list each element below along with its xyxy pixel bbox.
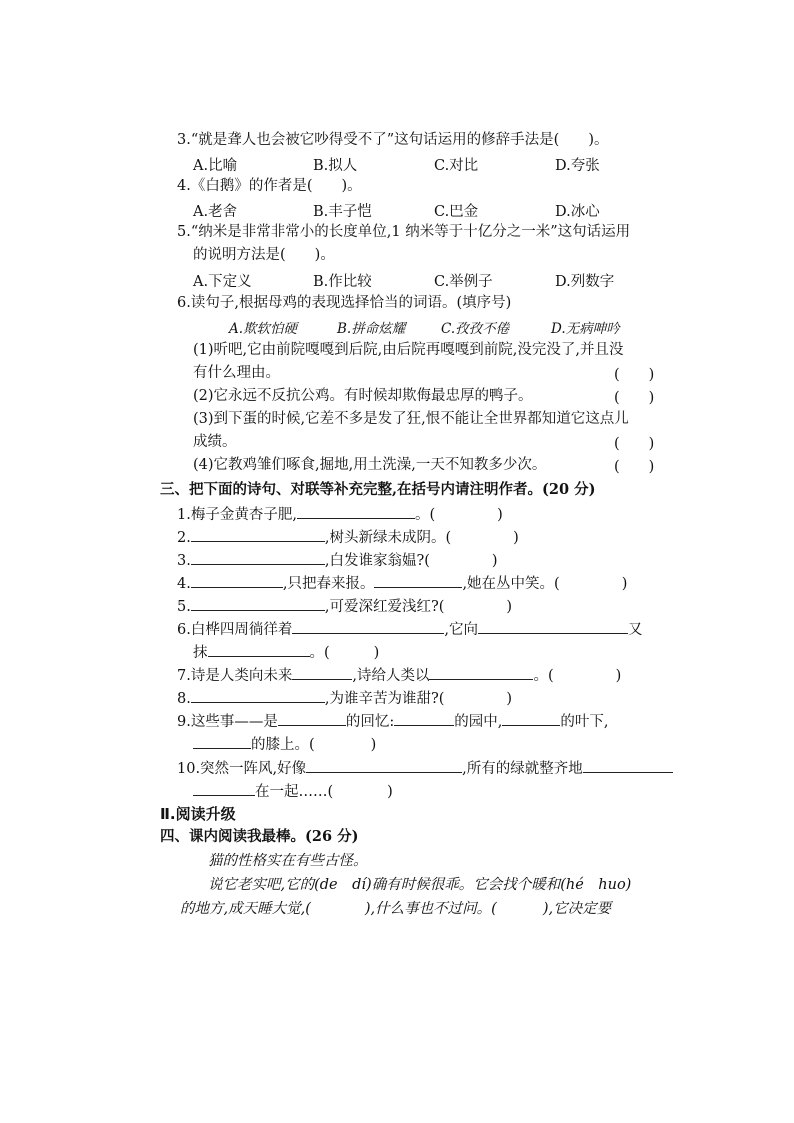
q6-answer-paren-2[interactable]: ( ) <box>614 390 655 406</box>
blank-input[interactable] <box>193 780 255 796</box>
blank-input[interactable] <box>502 710 560 726</box>
section-3-title: 三、把下面的诗句、对联等补充完整,在括号内请注明作者。(20 分) <box>160 481 596 498</box>
q6-answer-paren-4[interactable]: ( ) <box>614 459 655 475</box>
poem-item-10-cont: 在一起……( ) <box>193 780 393 802</box>
q6-option-c: C.孜孜不倦 <box>441 321 510 337</box>
blank-input[interactable] <box>191 549 325 565</box>
blank-input[interactable] <box>191 572 283 588</box>
q5-option-d: D.列数字 <box>555 274 615 290</box>
q3-option-d: D.夸张 <box>555 158 600 174</box>
poem-item-5: 5. ,可爱深红爱浅红?( ) <box>177 595 512 617</box>
blank-input[interactable] <box>583 757 673 773</box>
q3-option-c: C.对比 <box>434 158 479 174</box>
poem-item-9-cont: 的膝上。( ) <box>193 733 376 755</box>
blank-input[interactable] <box>191 595 325 611</box>
q6-sentence-1b: 有什么理由。 <box>193 365 280 381</box>
poem-item-3: 3. ,白发谁家翁媪?( ) <box>177 549 498 571</box>
blank-input[interactable] <box>374 572 462 588</box>
q6-option-b: B.拼命炫耀 <box>337 321 406 337</box>
q3-option-b: B.拟人 <box>313 158 358 174</box>
blank-input[interactable] <box>292 664 352 680</box>
q6-option-a: A.欺软怕硬 <box>229 321 298 337</box>
q5-option-b: B.作比较 <box>313 274 372 290</box>
q5-option-c: C.举例子 <box>434 274 493 290</box>
blank-input[interactable] <box>191 526 325 542</box>
q6-sentence-3a: (3)到下蛋的时候,它差不多是发了狂,恨不能让全世界都知道它这点儿 <box>193 411 629 427</box>
section-4-title: 四、课内阅读我最棒。(26 分) <box>160 828 359 845</box>
part-2-title: Ⅱ.阅读升级 <box>160 805 236 823</box>
blank-input[interactable] <box>297 503 415 519</box>
q3-option-a: A.比喻 <box>193 158 238 174</box>
poem-item-6: 6.白桦四周徜徉着 ,它向 又 <box>177 618 642 640</box>
blank-input[interactable] <box>478 618 628 634</box>
blank-input[interactable] <box>306 757 462 773</box>
blank-input[interactable] <box>208 641 310 657</box>
blank-input[interactable] <box>193 733 251 749</box>
poem-item-10: 10.突然一阵风,好像 ,所有的绿就整齐地 <box>177 757 673 779</box>
poem-item-6-cont: 抹 。( ) <box>193 641 379 663</box>
poem-item-1: 1.梅子金黄杏子肥, 。( ) <box>177 503 503 525</box>
q6-option-d: D.无病呻吟 <box>551 321 620 337</box>
poem-item-4: 4. ,只把春来报。 ,她在丛中笑。( ) <box>177 572 627 594</box>
poem-item-2: 2. ,树头新绿未成阴。( ) <box>177 526 519 548</box>
q6-sentence-4: (4)它教鸡雏们啄食,掘地,用土洗澡,一天不知教多少次。 <box>193 457 547 473</box>
q6-answer-paren-3[interactable]: ( ) <box>614 436 655 452</box>
question-3: 3.“就是聋人也会被它吵得受不了”这句话运用的修辞手法是( )。 <box>177 132 609 148</box>
blank-input[interactable] <box>278 710 346 726</box>
poem-item-8: 8. ,为谁辛苦为谁甜?( ) <box>177 687 512 709</box>
q4-option-c: C.巴金 <box>434 204 479 220</box>
q5-option-a: A.下定义 <box>193 274 252 290</box>
blank-input[interactable] <box>394 710 454 726</box>
q4-option-a: A.老舍 <box>193 204 238 220</box>
q4-option-b: B.丰子恺 <box>313 204 372 220</box>
q6-sentence-2: (2)它永远不反抗公鸡。有时候却欺侮最忠厚的鸭子。 <box>193 388 533 404</box>
blank-input[interactable] <box>292 618 444 634</box>
poem-item-9: 9.这些事——是 的回忆: 的园中, 的叶下, <box>177 710 608 732</box>
q6-sentence-3b: 成绩。 <box>193 434 237 450</box>
blank-input[interactable] <box>191 687 325 703</box>
question-4: 4.《白鹅》的作者是( )。 <box>177 178 362 194</box>
passage-paragraph-2-cont: 的地方,成天睡大觉,( ),什么事也不过问。( ),它决定要 <box>180 901 612 917</box>
q6-answer-paren-1[interactable]: ( ) <box>614 367 655 383</box>
question-5-line2: 的说明方法是( )。 <box>193 247 335 263</box>
q6-sentence-1a: (1)听吧,它由前院嘎嘎到后院,由后院再嘎嘎到前院,没完没了,并且没 <box>193 342 624 358</box>
poem-item-7: 7.诗是人类向未来 ,诗给人类以 。( ) <box>177 664 621 686</box>
question-5-line1: 5.“纳米是非常非常小的长度单位,1 纳米等于十亿分之一米”这句话运用 <box>177 224 631 240</box>
passage-paragraph-2: 说它老实吧,它的(de dí)确有时候很乖。它会找个暖和(hé huo) <box>208 877 632 893</box>
blank-input[interactable] <box>429 664 533 680</box>
question-6: 6.读句子,根据母鸡的表现选择恰当的词语。(填序号) <box>177 295 512 311</box>
passage-paragraph-1: 猫的性格实在有些古怪。 <box>208 853 368 869</box>
q4-option-d: D.冰心 <box>555 204 600 220</box>
